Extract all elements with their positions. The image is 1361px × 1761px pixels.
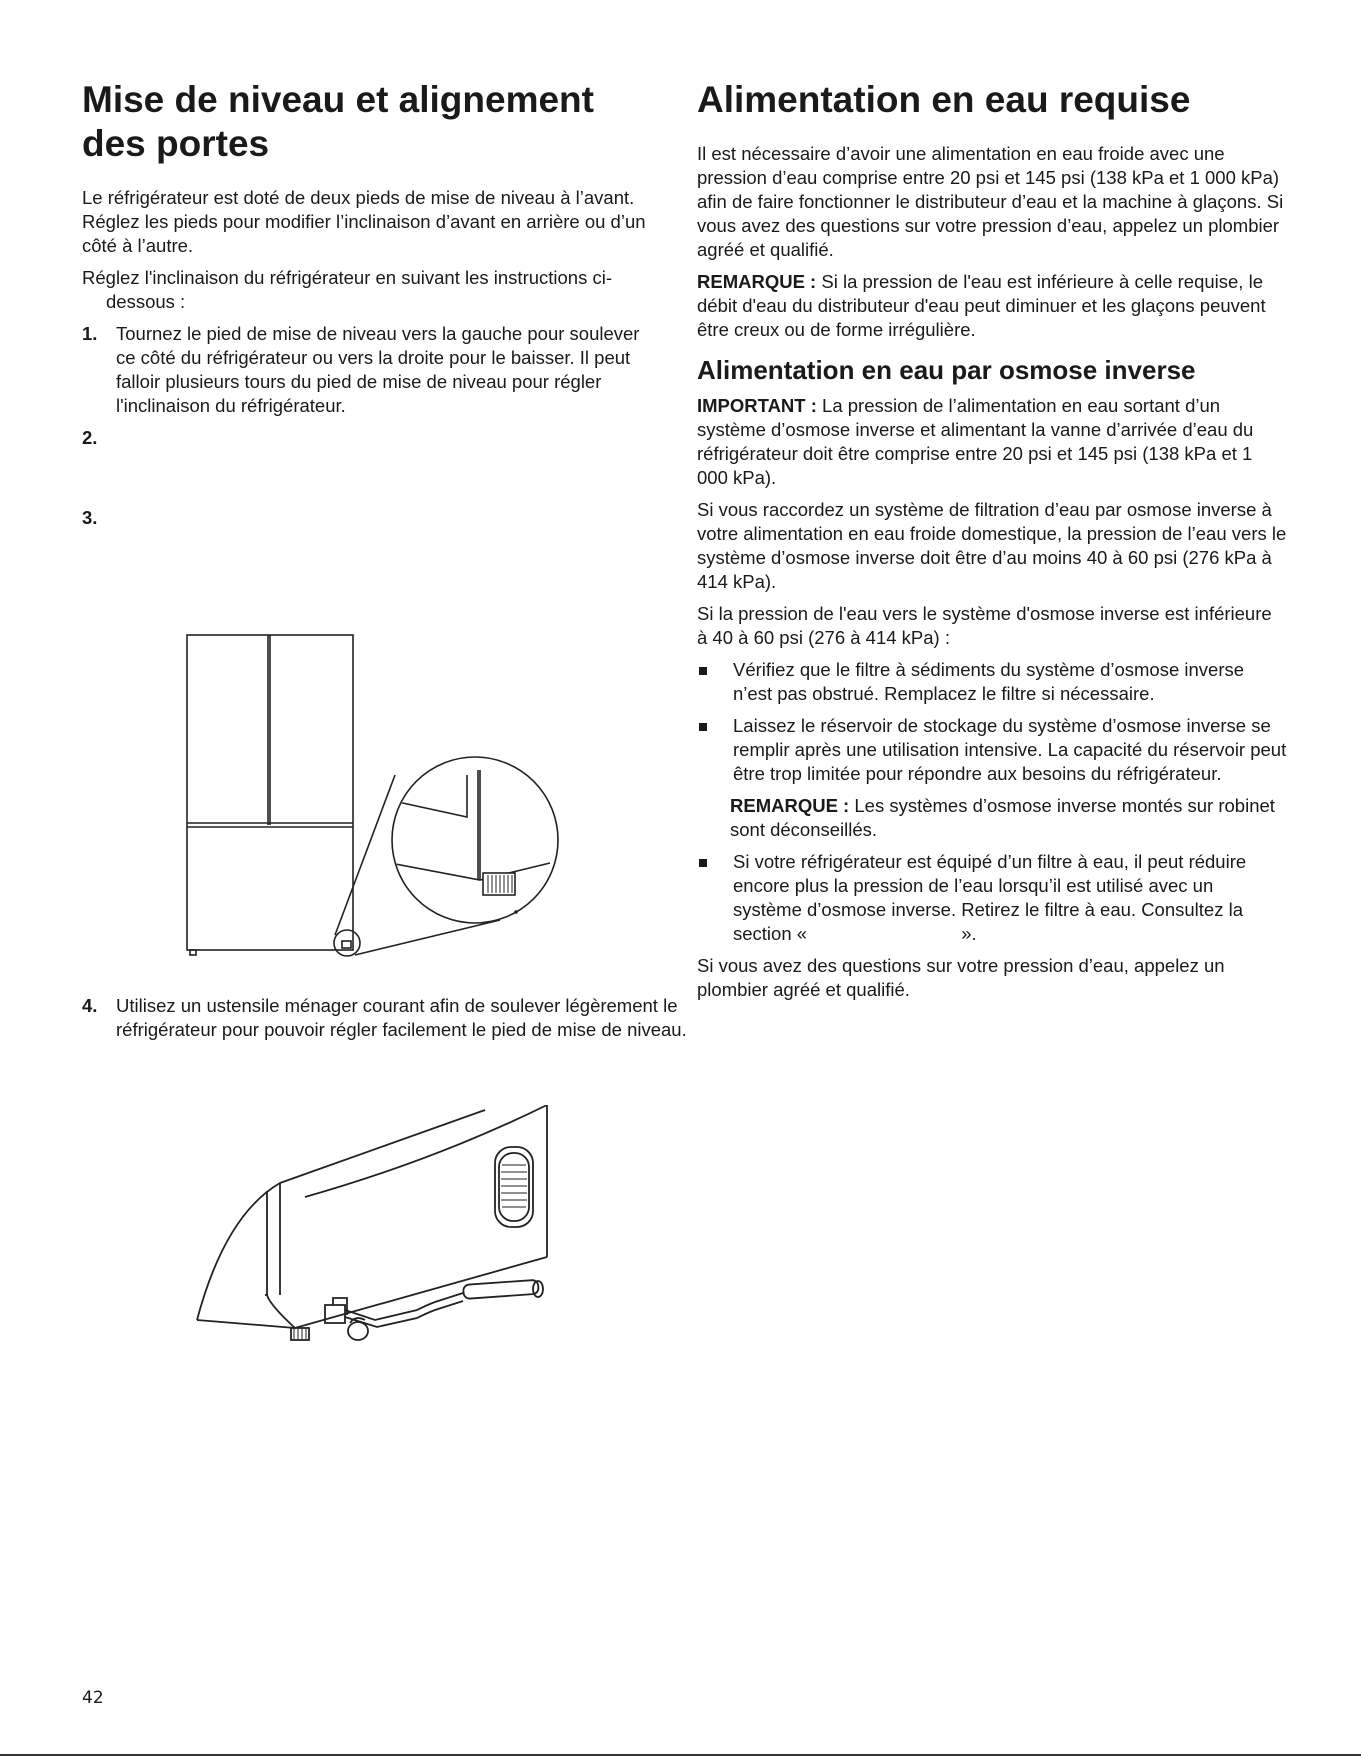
important-label: IMPORTANT : bbox=[697, 395, 817, 416]
faucet-ro-note bbox=[697, 794, 1287, 842]
leveling-intro: Le réfrigérateur est doté de deux pieds de mise de niveau à l’avant. Réglez les pieds pour modifier l’inclinaison d’avant en arrière ou d’un côté à l’autre. bbox=[82, 187, 646, 256]
bullet-item bbox=[697, 714, 1287, 786]
note-label: REMARQUE : bbox=[697, 271, 817, 292]
step-number: 4. bbox=[82, 995, 98, 1016]
step-text: Tournez le pied de mise de niveau vers la gauche pour soulever ce côté du réfrigérateur ou vers la droite pour le baisser. Il peut falloir plusieurs tours du pied de mise de niveau pour régler l'inclinaison du réfrigérateur. bbox=[116, 323, 640, 416]
closing-paragraph: Si vous avez des questions sur votre pression d’eau, appelez un plombier agréé et qualifié. bbox=[697, 955, 1225, 1000]
ro-pressure-paragraph: Si vous raccordez un système de filtration d’eau par osmose inverse à votre alimentation en eau froide domestique, la pression de l’eau vers le système d’osmose inverse doit être d’au moins 40 à 60 psi (276 kPa à 414 kPa). bbox=[697, 499, 1287, 592]
square-bullet-icon bbox=[699, 723, 707, 731]
refrigerator-lift-tool-illustration bbox=[195, 1105, 555, 1355]
bullet-text: Vérifiez que le filtre à sédiments du système d’osmose inverse n’est pas obstrué. Remplacez le filtre si nécessaire. bbox=[733, 659, 1245, 704]
water-supply-note bbox=[697, 270, 1287, 342]
step-number: 2. bbox=[82, 427, 98, 448]
note-label: REMARQUE : bbox=[730, 795, 850, 816]
step-4 bbox=[82, 994, 696, 1042]
step-text: Utilisez un ustensile ménager courant afin de soulever légèrement le réfrigérateur pour pouvoir régler facilement le pied de mise de niveau. bbox=[116, 995, 687, 1040]
section-title-water-supply: Alimentation en eau requise bbox=[697, 79, 1191, 120]
leveling-instruction: Réglez l'inclinaison du réfrigérateur en suivant les instructions ci-dessous : bbox=[82, 267, 613, 312]
bullet-text: Si votre réfrigérateur est équipé d’un filtre à eau, il peut réduire encore plus la pression de l’eau lorsqu’il est utilisé avec un système d’osmose inverse. Retirez le filtre à eau. Consultez la section « ». bbox=[733, 851, 1252, 944]
important-text: La pression de l’alimentation en eau sortant d’un système d’osmose inverse et alimentant la vanne d’arrivée d’eau du réfrigérateur doit être comprise entre 20 psi et 145 psi (138 kPa et 1 000 kPa). bbox=[697, 395, 1254, 488]
left-column bbox=[82, 78, 662, 528]
step-number: 3. bbox=[82, 507, 98, 528]
ro-low-pressure-paragraph: Si la pression de l'eau vers le système d'osmose inverse est inférieure à 40 à 60 psi (276 à 414 kPa) : bbox=[697, 603, 1272, 648]
page-number: 42 bbox=[82, 1688, 104, 1708]
note-text: Si la pression de l'eau est inférieure à celle requise, le débit d'eau du distributeur d'eau peut diminuer et les glaçons peuvent être creux ou de forme irrégulière. bbox=[697, 271, 1266, 340]
right-column bbox=[697, 78, 1287, 1010]
bullet-item bbox=[697, 658, 1287, 706]
step-1 bbox=[82, 322, 662, 418]
section-title-leveling: Mise de niveau et alignement des portes bbox=[82, 79, 594, 164]
bullet-item bbox=[697, 850, 1287, 946]
important-paragraph bbox=[697, 394, 1287, 490]
step-number: 1. bbox=[82, 323, 98, 344]
water-supply-paragraph: Il est nécessaire d’avoir une alimentation en eau froide avec une pression d’eau comprise entre 20 psi et 145 psi (138 kPa et 1 000 kPa) afin de faire fonctionner le distributeur d’eau et la machine à glaçons. Si vous avez des questions sur votre pression d’eau, appelez un plombier agréé et qualifié. bbox=[697, 143, 1284, 260]
section-subtitle-reverse-osmosis: Alimentation en eau par osmose inverse bbox=[697, 355, 1196, 385]
page-bottom-rule bbox=[0, 1754, 1361, 1756]
bullet-text: Laissez le réservoir de stockage du système d’osmose inverse se remplir après une utilisation intensive. La capacité du réservoir peut être trop limitée pour répondre aux besoins du réfrigérateur. bbox=[733, 715, 1287, 784]
step-2 bbox=[82, 426, 662, 498]
note-text: Les systèmes d’osmose inverse montés sur robinet sont déconseillés. bbox=[730, 795, 1275, 840]
square-bullet-icon bbox=[699, 859, 707, 867]
refrigerator-leveling-illustration bbox=[180, 625, 580, 970]
square-bullet-icon bbox=[699, 667, 707, 675]
